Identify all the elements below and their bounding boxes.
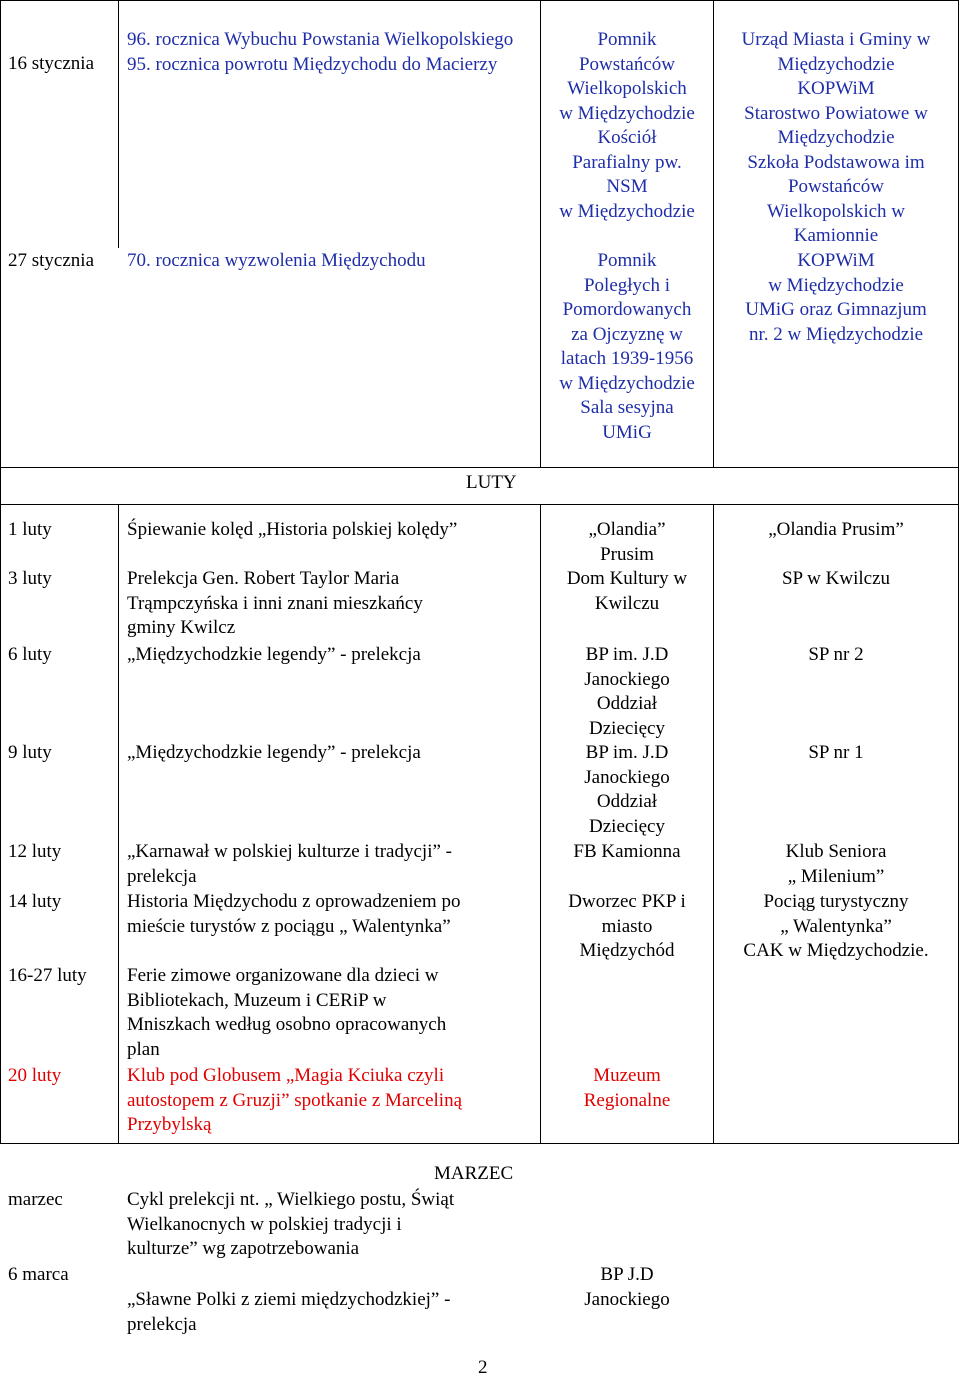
march-row-2-date: 6 marca bbox=[8, 1264, 69, 1285]
feb-row-2-event: Prelekcja Gen. Robert Taylor Maria Trąmpczyńska i inni znani mieszkańcy gminy Kwilcz bbox=[127, 568, 423, 638]
feb-row-8-date: 20 luty bbox=[8, 1065, 62, 1086]
feb-row-6-organizer: Pociąg turystyczny „ Walentynka” CAK w Międzychodzie. bbox=[743, 891, 929, 961]
feb-row-3-place: BP im. J.D Janockiego Oddział Dziecięcy bbox=[584, 644, 670, 739]
march-row-2-place: BP J.D Janockiego bbox=[584, 1264, 670, 1310]
feb-left-border bbox=[0, 467, 1, 1144]
feb-row-3-event: „Międzychodzkie legendy” - prelekcja bbox=[127, 644, 421, 665]
feb-right-border bbox=[958, 467, 959, 1144]
jan-row-1-place: Pomnik Powstańców Wielkopolskich w Międzychodzie Kościół Parafialny pw. NSM w Międzychodzie bbox=[559, 29, 695, 222]
feb-row-2-date: 3 luty bbox=[8, 568, 52, 589]
feb-row-7-event: Ferie zimowe organizowane dla dzieci w Bibliotekach, Muzeum i CERiP w Mniszkach według osobno opracowanych plan bbox=[127, 965, 447, 1060]
jan-row-1-organizer: Urząd Miasta i Gminy w Międzychodzie KOPWiM Starostwo Powiatowe w Międzychodzie Szkoła Podstawowa im Powstańców Wielkopolskich w Kamionnie bbox=[741, 29, 931, 246]
feb-row-7-date: 16-27 luty bbox=[8, 965, 87, 986]
feb-row-8-place: Muzeum Regionalne bbox=[583, 1065, 671, 1111]
feb-heading-border bbox=[0, 504, 959, 505]
jan-row-2-organizer: KOPWiM w Międzychodzie UMiG oraz Gimnazjum nr. 2 w Międzychodzie bbox=[745, 250, 927, 345]
feb-row-2-organizer: SP w Kwilczu bbox=[781, 568, 891, 589]
march-row-2-event: „Sławne Polki z ziemi międzychodzkiej” - prelekcja bbox=[127, 1289, 451, 1335]
march-row-1-event: Cykl prelekcji nt. „ Wielkiego postu, Świąt Wielkanocnych w polskiej tradycji i kulturze” wg zapotrzebowania bbox=[127, 1189, 455, 1259]
feb-row-6-date: 14 luty bbox=[8, 891, 62, 912]
jan-row-2-event: 70. rocznica wyzwolenia Międzychodu bbox=[127, 250, 426, 271]
feb-row-4-organizer: SP nr 1 bbox=[808, 742, 864, 763]
feb-row-5-event: „Karnawał w polskiej kulturze i tradycji” - prelekcja bbox=[127, 841, 452, 887]
feb-row-2-place: Dom Kultury w Kwilczu bbox=[566, 568, 688, 614]
feb-col-divider-1 bbox=[118, 504, 119, 1144]
feb-row-3-date: 6 luty bbox=[8, 644, 52, 665]
feb-bottom-border bbox=[0, 1143, 959, 1144]
feb-col-divider-3 bbox=[713, 504, 714, 1144]
jan-row-1-date: 16 stycznia bbox=[8, 53, 95, 74]
feb-row-4-event: „Międzychodzkie legendy” - prelekcja bbox=[127, 742, 421, 763]
march-heading: MARZEC bbox=[434, 1163, 514, 1184]
feb-row-5-place: FB Kamionna bbox=[573, 841, 681, 862]
jan-top-border bbox=[0, 0, 959, 1]
march-row-1-date: marzec bbox=[8, 1189, 63, 1210]
jan-col-divider-1 bbox=[118, 0, 119, 248]
jan-row-1-event: 96. rocznica Wybuchu Powstania Wielkopolskiego 95. rocznica powrotu Międzychodu do Macierzy bbox=[127, 29, 514, 75]
page-number: 2 bbox=[478, 1357, 488, 1378]
feb-row-1-event: Śpiewanie kolęd „Historia polskiej kolędy” bbox=[127, 519, 458, 540]
jan-left-border bbox=[0, 0, 1, 467]
feb-row-1-organizer: „Olandia Prusim” bbox=[768, 519, 904, 540]
feb-row-8-event: Klub pod Globusem „Magia Kciuka czyli autostopem z Gruzji” spotkanie z Marceliną Przybylską bbox=[127, 1065, 463, 1135]
feb-row-5-date: 12 luty bbox=[8, 841, 62, 862]
feb-row-4-place: BP im. J.D Janockiego Oddział Dziecięcy bbox=[584, 742, 670, 837]
feb-row-5-organizer: Klub Seniora „ Milenium” bbox=[785, 841, 887, 887]
jan-row-2-date: 27 stycznia bbox=[8, 250, 95, 271]
jan-bottom-border bbox=[0, 467, 959, 468]
feb-row-6-place: Dworzec PKP i miasto Międzychód bbox=[568, 891, 686, 961]
feb-row-4-date: 9 luty bbox=[8, 742, 52, 763]
feb-row-6-event: Historia Międzychodu z oprowadzeniem po mieście turystów z pociągu „ Walentynka” bbox=[127, 891, 461, 937]
feb-row-1-date: 1 luty bbox=[8, 519, 52, 540]
jan-row-2-place: Pomnik Poległych i Pomordowanych za Ojczyznę w latach 1939-1956 w Międzychodzie Sala sesyjna UMiG bbox=[559, 250, 695, 443]
feb-row-1-place: „Olandia” Prusim bbox=[588, 519, 666, 565]
feb-row-3-organizer: SP nr 2 bbox=[808, 644, 864, 665]
feb-heading: LUTY bbox=[466, 472, 517, 493]
jan-right-border bbox=[958, 0, 959, 467]
